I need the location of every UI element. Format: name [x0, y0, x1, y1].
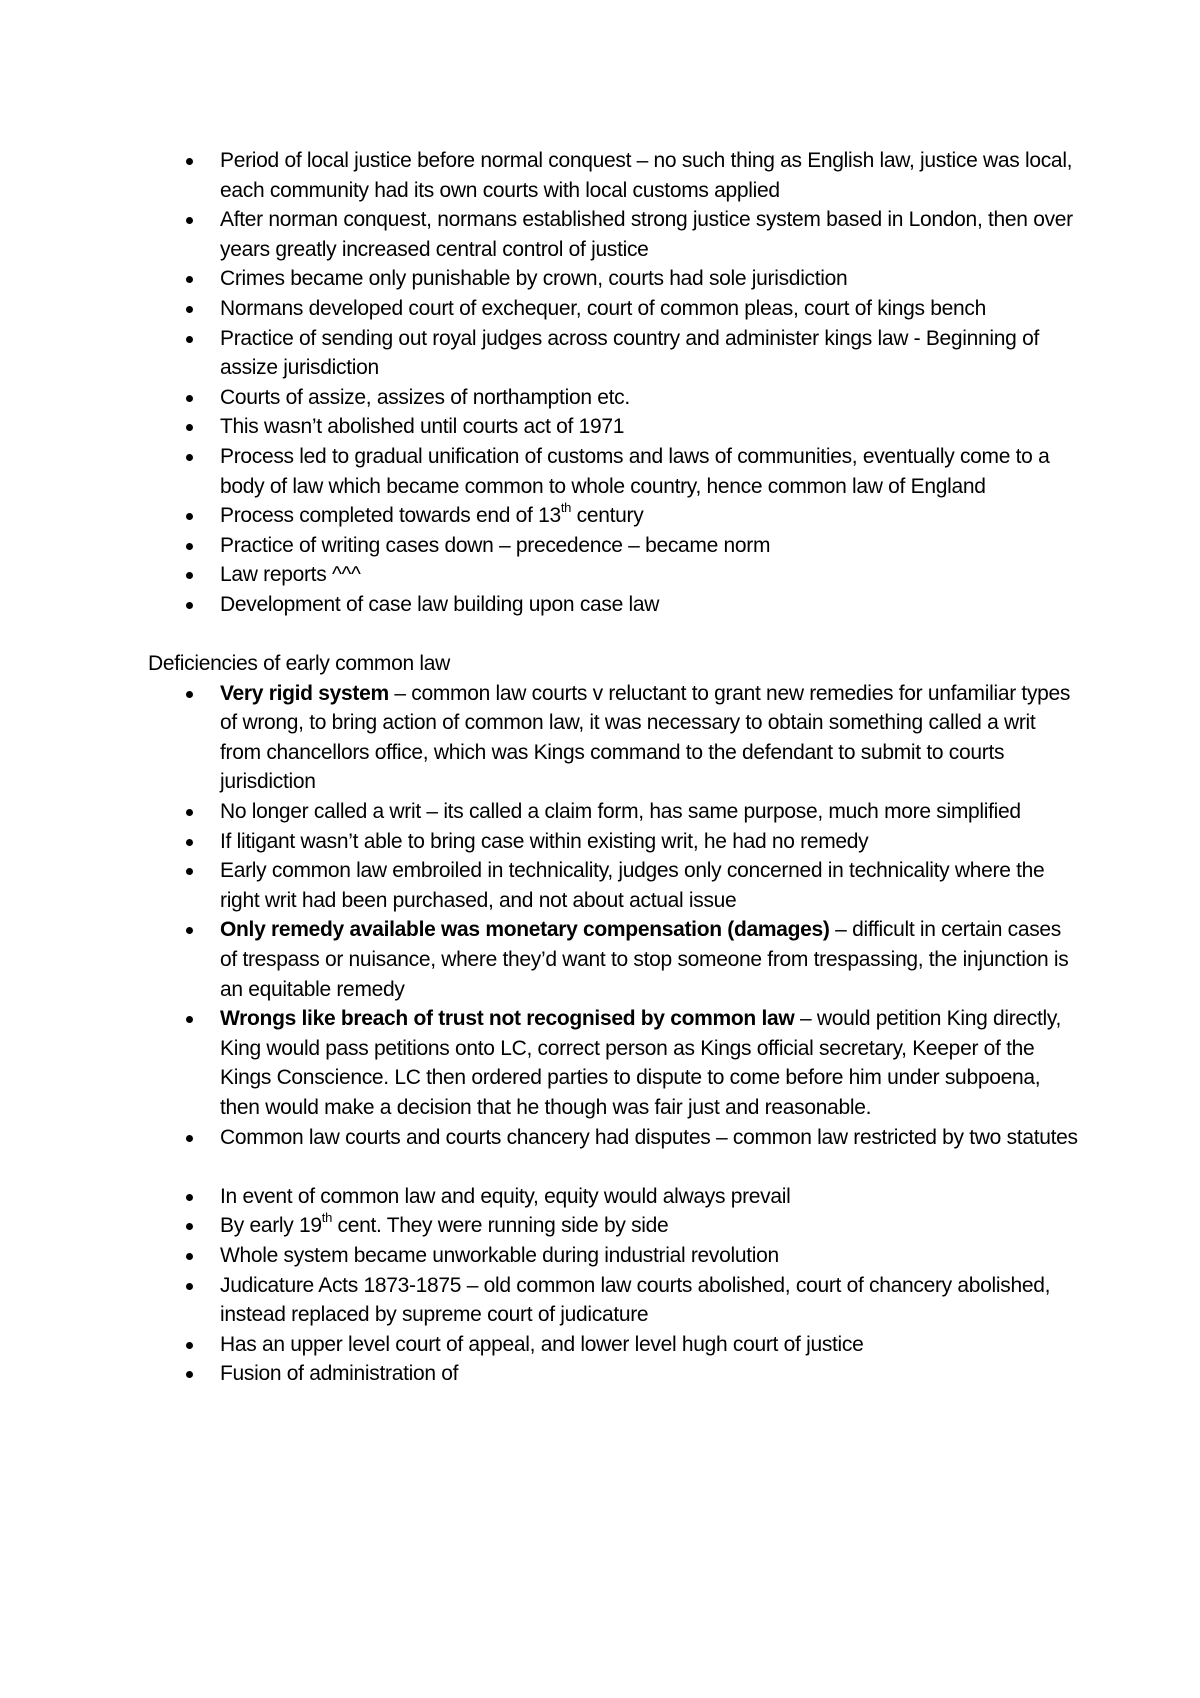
list-item: [148, 1123, 1078, 1153]
list-item: [148, 442, 1078, 501]
superscript-suffix: th: [560, 500, 572, 516]
list-item-text: Fusion of administration of: [220, 1362, 459, 1386]
list-item: [148, 915, 1078, 1004]
list-item: [148, 1004, 1078, 1122]
list-item: [148, 146, 1078, 205]
list-item: [148, 1330, 1078, 1360]
list-item-text: – difficult in certain cases of trespass or nuisance, where they’d want to stop someone from trespassing, the injunction is an equitable remedy: [220, 918, 1069, 1001]
list-item: [148, 590, 1078, 620]
list-item: [148, 1359, 1078, 1389]
deficiencies-bullet-list: [148, 679, 1078, 1153]
judicature-bullet-list: [148, 1182, 1078, 1389]
list-item-text: No longer called a writ – its called a claim form, has same purpose, much more simplified: [220, 800, 1021, 824]
list-item-text-post: cent. They were running side by side: [332, 1214, 669, 1238]
list-item-text-pre: Process completed towards end of 13: [220, 504, 561, 528]
section-heading: Deficiencies of early common law: [148, 652, 451, 676]
list-item-text: Period of local justice before normal conquest – no such thing as English law, justice was local, each community had its own courts with local customs applied: [220, 149, 1073, 202]
history-bullet-list: [148, 146, 1078, 620]
list-item-text: Process led to gradual unification of customs and laws of communities, eventually come to a body of law which became common to whole country, hence common law of England: [220, 444, 1050, 498]
list-item-text: Practice of writing cases down – precedence – became norm: [220, 533, 771, 557]
list-item: [148, 1182, 1078, 1212]
list-item: [148, 205, 1078, 264]
list-item: [148, 294, 1078, 324]
list-item-text-pre: By early 19: [220, 1214, 322, 1238]
list-item: [148, 531, 1078, 561]
list-item-text: Early common law embroiled in technicality, judges only concerned in technicality where the right writ had been purchased, and not about actual issue: [220, 859, 1045, 912]
list-item-text: – common law courts v reluctant to grant new remedies for unfamiliar types of wrong, to bring action of common law, it was necessary to obtain something called a writ from chancellors office, which was Kings command to the defendant to submit to courts jurisdiction: [220, 681, 1071, 794]
list-item-text: After norman conquest, normans established strong justice system based in London, then over years greatly increased central control of justice: [220, 208, 1073, 261]
list-item: [148, 501, 1078, 531]
list-item-text: Development of case law building upon case law: [220, 592, 660, 616]
list-item-bold-lead: Wrongs like breach of trust not recognised by common law: [220, 1007, 795, 1031]
list-item: [148, 797, 1078, 827]
list-item: [148, 412, 1078, 442]
list-item: [148, 827, 1078, 857]
list-item: [148, 1241, 1078, 1271]
list-item: [148, 383, 1078, 413]
list-item: [148, 856, 1078, 915]
list-item-text: Judicature Acts 1873-1875 – old common law courts abolished, court of chancery abolished, instead replaced by supreme court of judicature: [220, 1273, 1051, 1327]
document-body: [148, 146, 1078, 1389]
list-item-text: Common law courts and courts chancery had disputes – common law restricted by two statutes: [220, 1125, 1078, 1149]
list-item-text: Practice of sending out royal judges across country and administer kings law - Beginning of assize jurisdiction: [220, 326, 1039, 380]
list-item-text: In event of common law and equity, equity would always prevail: [220, 1184, 791, 1208]
list-item-text: If litigant wasn’t able to bring case within existing writ, he had no remedy: [220, 829, 869, 853]
list-item-text: Normans developed court of exchequer, court of common pleas, court of kings bench: [220, 296, 986, 320]
list-item-text-post: century: [571, 504, 644, 528]
list-item-text: Courts of assize, assizes of northamption etc.: [220, 385, 630, 409]
list-item-text: Has an upper level court of appeal, and lower level hugh court of justice: [220, 1332, 864, 1356]
list-item-bold-lead: Very rigid system: [220, 681, 389, 705]
list-item-text: This wasn’t abolished until courts act of 1971: [220, 415, 625, 439]
list-item: [148, 1271, 1078, 1330]
list-item: [148, 264, 1078, 294]
list-item-text: – would petition King directly, King would pass petitions onto LC, correct person as Kings official secretary, Keeper of the Kings Conscience. LC then ordered parties to dispute to come before him under subpoena, then would make a decision that he though was fair just and reasonable.: [220, 1007, 1062, 1119]
list-item-text: Law reports ^^^: [220, 563, 361, 587]
superscript-suffix: th: [321, 1210, 333, 1226]
list-item: [148, 560, 1078, 590]
list-item-text: Whole system became unworkable during industrial revolution: [220, 1243, 779, 1267]
list-item: [148, 324, 1078, 383]
blank-line: [148, 1152, 1078, 1182]
list-item-bold-lead: Only remedy available was monetary compensation (damages): [220, 918, 830, 942]
list-item: [148, 1211, 1078, 1241]
list-item: [148, 679, 1078, 797]
list-item-text: Crimes became only punishable by crown, courts had sole jurisdiction: [220, 267, 848, 291]
